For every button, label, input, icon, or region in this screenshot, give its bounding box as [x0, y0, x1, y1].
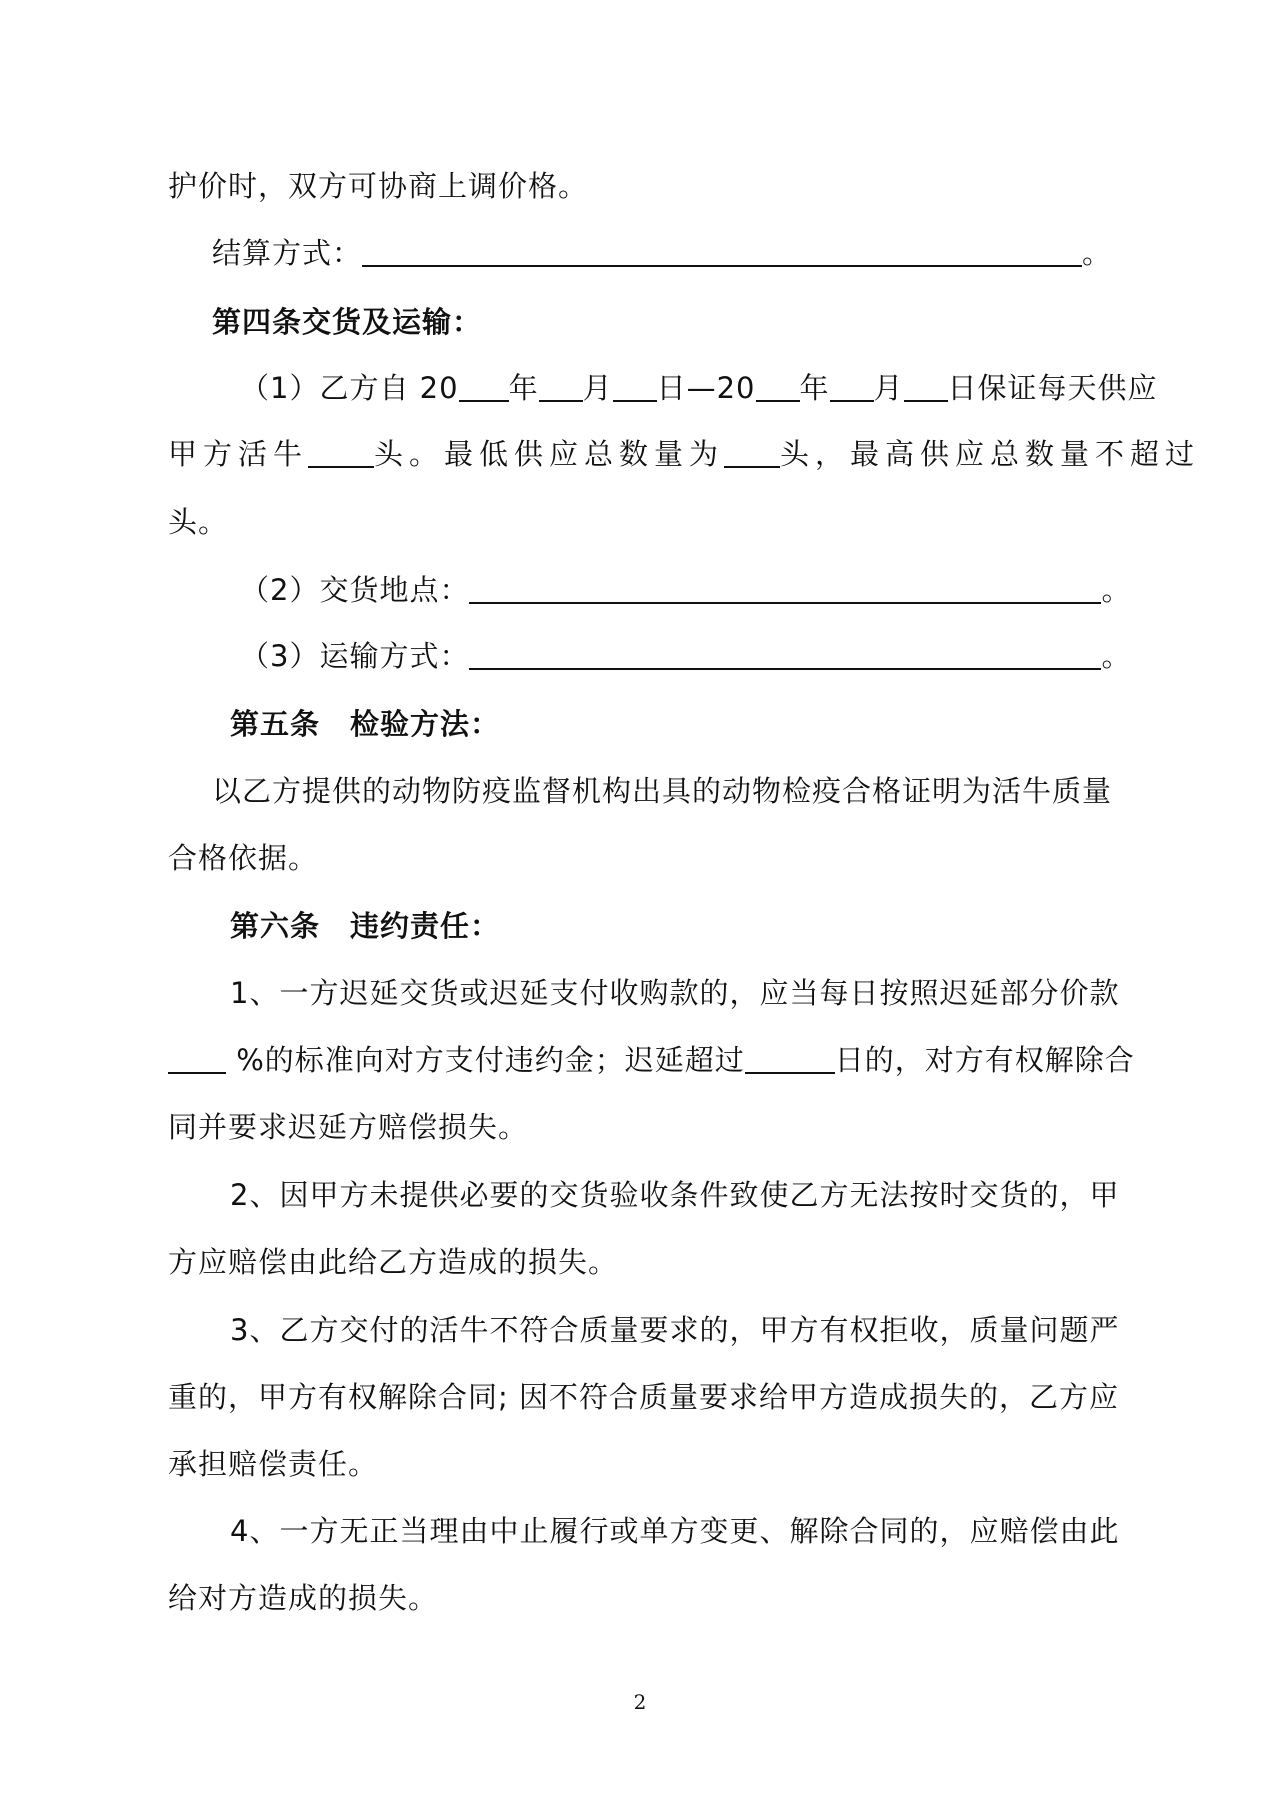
clause-4-line-2: 给对方造成的损失。 [168, 1581, 439, 1615]
end-day-blank[interactable] [904, 370, 948, 402]
settlement-label: 结算方式： [212, 236, 363, 270]
max-total-line: 头。 [168, 505, 229, 539]
clause-4-line-1: 4、一方无正当理由中止履行或单方变更、解除合同的，应赔偿由此 [230, 1514, 1120, 1548]
text-line-1: 护价时，双方可协商上调价格。 [168, 169, 589, 203]
article-5-text-1: 以乙方提供的动物防疫监督机构出具的动物检疫合格证明为活牛质量 [212, 774, 1113, 808]
end-year-blank[interactable] [756, 370, 800, 402]
end-month-blank[interactable] [830, 370, 874, 402]
transport-method-line: （3）运输方式： 。 [240, 639, 1132, 673]
start-month-blank[interactable] [539, 370, 583, 402]
clause-2-line-2: 方应赔偿由此给乙方造成的损失。 [168, 1245, 619, 1279]
clause-3-line-1: 3、乙方交付的活牛不符合质量要求的，甲方有权拒收，质量问题严 [230, 1313, 1120, 1347]
clause-3-line-2: 重的，甲方有权解除合同; 因不符合质量要求给甲方造成损失的，乙方应 [168, 1380, 1119, 1414]
delivery-place-line: （2）交货地点： 。 [240, 573, 1132, 607]
clause-2-line-1: 2、因甲方未提供必要的交货验收条件致使乙方无法按时交货的，甲 [230, 1178, 1120, 1212]
article-4-heading: 第四条交货及运输： [212, 305, 483, 339]
clause-1-line-2: %的标准向对方支付违约金；迟延超过 日的，对方有权解除合 [168, 1040, 1135, 1080]
delivery-place-blank[interactable] [469, 572, 1101, 604]
article-6-heading: 第六条 违约责任： [230, 909, 501, 943]
article-5-text-2: 合格依据。 [168, 841, 319, 875]
transport-method-blank[interactable] [469, 638, 1101, 670]
daily-heads-blank[interactable] [308, 436, 374, 468]
settlement-blank[interactable] [362, 235, 1082, 267]
clause-1-line-1: 1、一方迟延交货或迟延支付收购款的，应当每日按照迟延部分价款 [230, 976, 1120, 1010]
start-year-blank[interactable] [459, 370, 509, 402]
page-number: 2 [633, 1690, 647, 1714]
daily-supply-line: 甲方活牛 头。最低供应总数量为 头，最高供应总数量不超过 [168, 437, 1201, 471]
delivery-period-line: （1）乙方自 20 年 月 日—20 年 月 日保证每天供应 [240, 371, 1158, 405]
clause-3-line-3: 承担赔偿责任。 [168, 1447, 379, 1481]
clause-1-line-3: 同并要求迟延方赔偿损失。 [168, 1110, 529, 1144]
delay-days-blank[interactable] [745, 1042, 835, 1074]
period: 。 [1082, 236, 1113, 270]
min-total-blank[interactable] [724, 436, 780, 468]
settlement-method-line [212, 233, 1112, 273]
start-day-blank[interactable] [613, 370, 657, 402]
penalty-percent-blank[interactable] [168, 1042, 226, 1074]
article-5-heading: 第五条 检验方法： [230, 707, 501, 741]
